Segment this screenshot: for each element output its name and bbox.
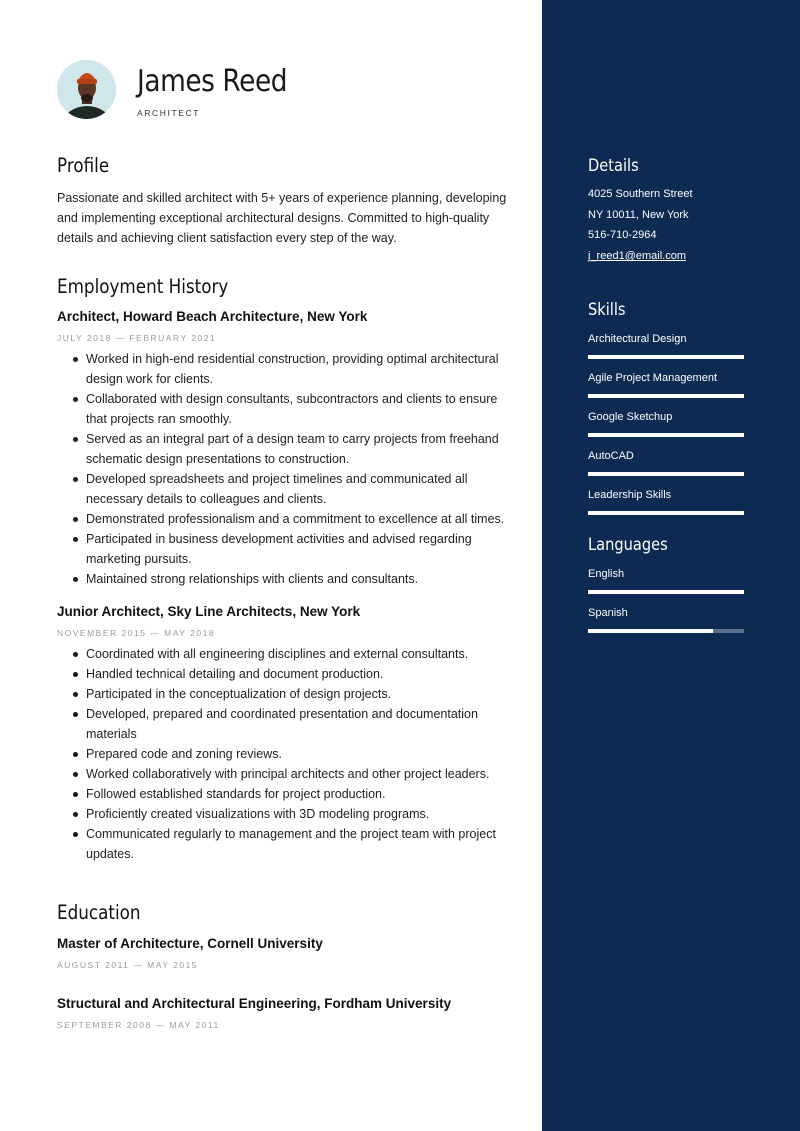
skill-item [588, 332, 744, 359]
skill-level-bar [588, 511, 744, 515]
skill-label: Agile Project Management [588, 372, 718, 384]
job-entry [57, 309, 507, 589]
skills-heading: Skills [588, 300, 626, 320]
language-item [588, 606, 744, 633]
skill-level-fill [588, 433, 744, 437]
skill-level-fill [588, 394, 744, 398]
bullet-item: Demonstrated professionalism and a commitment to excellence at all times. [57, 509, 507, 529]
education-dates: SEPTEMBER 2008 — MAY 2011 [57, 1020, 220, 1030]
language-level-fill [588, 590, 744, 594]
skill-level-bar [588, 355, 744, 359]
profile-heading: Profile [57, 154, 110, 177]
skill-level-bar [588, 472, 744, 476]
languages-section [588, 535, 744, 633]
education-dates: AUGUST 2011 — MAY 2015 [57, 960, 199, 970]
skill-item [588, 449, 744, 476]
language-item [588, 567, 744, 594]
bullet-item: Handled technical detailing and document production. [57, 664, 507, 684]
bullet-item: Developed, prepared and coordinated presentation and documentation materials [57, 704, 507, 744]
skills-section [588, 300, 744, 515]
skill-label: Architectural Design [588, 333, 687, 345]
bullet-item: Participated in the conceptualization of design projects. [57, 684, 507, 704]
job-bullets [57, 349, 507, 589]
education-heading: Education [57, 901, 141, 924]
skill-item [588, 371, 744, 398]
job-bullets [57, 644, 507, 864]
bullet-item: Worked collaboratively with principal architects and other project leaders. [57, 764, 507, 784]
resume-header [57, 60, 517, 122]
bullet-item: Worked in high-end residential construction, providing optimal architectural design work for clients. [57, 349, 507, 389]
phone-number[interactable]: 516-710-2964 [588, 229, 657, 242]
profile-section [57, 154, 507, 248]
language-level-fill [588, 629, 713, 633]
job-entry [57, 604, 507, 864]
email-link[interactable]: j_reed1@email.com [588, 250, 686, 263]
education-entry [57, 936, 507, 970]
bullet-item: Proficiently created visualizations with 3D modeling programs. [57, 804, 507, 824]
address-street: 4025 Southern Street [588, 188, 693, 200]
education-title: Master of Architecture, Cornell University [57, 936, 323, 951]
job-title: Junior Architect, Sky Line Architects, New York [57, 604, 361, 619]
job-title: Architect, Howard Beach Architecture, New York [57, 309, 368, 324]
skill-label: Google Sketchup [588, 411, 673, 423]
skill-label: Leadership Skills [588, 489, 672, 501]
bullet-item: Developed spreadsheets and project timelines and communicated all necessary details to colleagues and clients. [57, 469, 507, 509]
details-section [588, 156, 758, 267]
language-level-bar [588, 590, 744, 594]
education-section [57, 901, 507, 1030]
job-dates: JULY 2018 — FEBRUARY 2021 [57, 333, 217, 343]
skill-level-fill [588, 355, 744, 359]
employment-heading: Employment History [57, 275, 229, 298]
job-dates: NOVEMBER 2015 — MAY 2018 [57, 628, 216, 638]
bullet-item: Prepared code and zoning reviews. [57, 744, 507, 764]
avatar [57, 60, 116, 119]
candidate-name: James Reed [137, 64, 288, 99]
skill-item [588, 410, 744, 437]
language-level-bar [588, 629, 744, 633]
bullet-item: Followed established standards for project production. [57, 784, 507, 804]
bullet-item: Coordinated with all engineering disciplines and external consultants. [57, 644, 507, 664]
bullet-item: Collaborated with design consultants, subcontractors and clients to ensure that projects ran smoothly. [57, 389, 507, 429]
details-heading: Details [588, 156, 639, 176]
language-label: Spanish [588, 607, 628, 619]
skill-level-fill [588, 472, 744, 476]
skill-level-bar [588, 433, 744, 437]
profile-photo [57, 60, 116, 119]
language-label: English [588, 568, 625, 580]
bullet-item: Communicated regularly to management and the project team with project updates. [57, 824, 507, 864]
education-entry [57, 996, 507, 1030]
skill-level-bar [588, 394, 744, 398]
skill-level-fill [588, 511, 744, 515]
education-title: Structural and Architectural Engineering, Fordham University [57, 996, 452, 1011]
bullet-item: Served as an integral part of a design team to carry projects from freehand schematic design presentations to construction. [57, 429, 507, 469]
bullet-item: Maintained strong relationships with clients and consultants. [57, 569, 507, 589]
bullet-item: Participated in business development activities and advised regarding marketing pursuits. [57, 529, 507, 569]
skill-item [588, 488, 744, 515]
skill-label: AutoCAD [588, 450, 634, 462]
employment-section [57, 275, 507, 864]
languages-heading: Languages [588, 535, 668, 555]
address-city: NY 10011, New York [588, 208, 689, 221]
profile-text: Passionate and skilled architect with 5+ years of experience planning, developing and implementing exceptional architectural designs. Committed to high-quality details and achieving client satisfaction every step of the way. [57, 191, 507, 245]
candidate-job-title: ARCHITECT [137, 108, 201, 118]
